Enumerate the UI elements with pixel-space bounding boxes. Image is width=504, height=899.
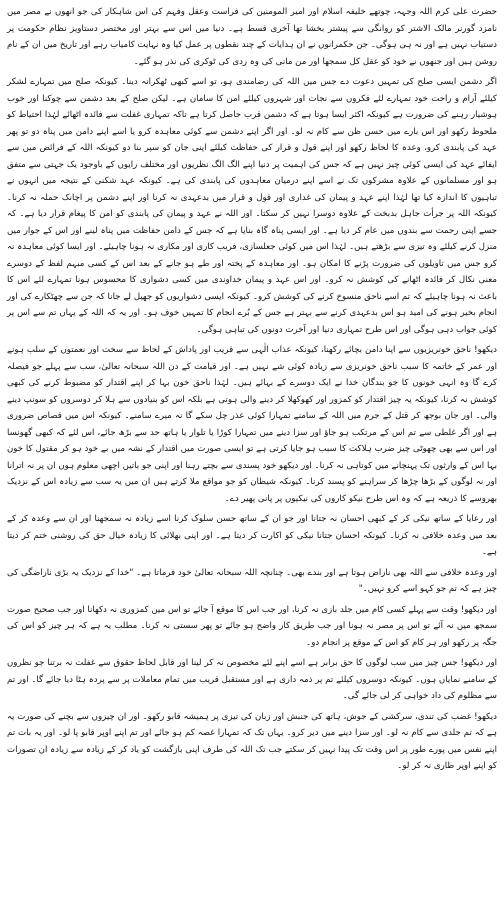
- paragraph-controlling-anger: دیکھو! غضب کی تندی، سرکشی کے جوش، ہاتھ کی جنبش اور زبان کی تیزی پر ہمیشہ قابو رکھو۔ اور ان چیزوں سے بچنے کی صورت یہ ہے کہ تم جلدی سے کام نہ لو۔ اور سزا دینے میں دیر کرو۔ یہاں تک کہ تمہارا غصہ کم ہو جائے اور تم اپنے اوپر قابو پا لو۔ اور یہ بات تم اپنے نفس میں پورے طور پر اس وقت تک پیدا نہیں کر سکتے جب تک اللہ کی طرف اپنی بازگشت کو یاد کر کے زیادہ سے زیادہ ان تصورات کو اپنے اوپر طاری نہ کر لو۔: [7, 711, 497, 771]
- paragraph-peace-and-treaties: اگر دشمن ایسی صلح کی تمہیں دعوت دے جس میں اللہ کی رضامندی ہو، تو اسے کبھی ٹھکرانہ دینا۔ کیونکہ صلح میں تمہارے لشکر کیلئے آرام و راحت خود تمہارے لئے فکروں سے نجات اور شہروں کیلئے امن کا سامان ہے۔ لیکن صلح کے بعد دشمن سے چوکنا اور خوب ہوشیار رہنے کی ضرورت ہے کیونکہ اکثر ایسا ہوتا ہے کہ دشمن قرب حاصل کرتا ہے تاکہ تمہاری غفلت سے فائدہ اٹھائے لہٰذا احتیاط کو ملحوظ رکھو اور اس بارے میں حسن ظن سے کام نہ لو۔ اور اگر اپنے دشمن سے کوئی معاہدہ کرو یا اسے اپنے دامن میں پناہ دو تو پھر عہد کی پابندی کرو، وعدہ کا لحاظ رکھو اور اپنے قول و قرار کی حفاظت کیلئے اپنی جان کو سپر بنا دو کیونکہ اللہ کے فرائض میں سے ایفائے عہد کی ایسی کوئی چیز نہیں ہے کہ جس کی اہمیت پر دنیا اپنے الگ الگ نظریوں اور مختلف رایوں کے باوجود یک جہتی سے متفق ہو اور مسلمانوں کے علاوہ مشرکوں تک نے اسے اپنے درمیان معاہدوں کی پابندی کی ہے۔ کیونکہ عہد شکنی کے نتیجہ میں انہوں نے تباہیوں کا اندازہ کیا تھا لہٰذا اپنے عہد و پیمان کی غداری اور قول و قرار میں بدعہدی نہ کرنا اور اپنے دشمن پر اچانک حملہ نہ کرنا۔ کیونکہ اللہ پر جرأت جاہل بدبخت کے علاوہ دوسرا نہیں کر سکتا۔ اور اللہ نے عہد و پیمان کی پابندی کو امن کا پیغام قرار دیا ہے۔ کہ جسے اپنی رحمت سے بندوں میں عام کر دیا ہے۔ اور ایسی پناہ گاہ بنایا ہے کہ جس کے دامن حفاظت میں پناہ لینے اور اس کے جوار میں منزل کرنے کیلئے وہ تیزی سے بڑھتے ہیں۔ لہٰذا اس میں کوئی جعلسازی، فریب کاری اور مکاری نہ ہونا چاہیئے۔ اور ایسا کوئی معاہدہ نہ کرو جس میں تاویلوں کی ضرورت پڑنے کا امکان ہو۔ اور معاہدہ کے پختہ اور طے ہو جانے کے بعد اس کے کسی مبہم لفظ کے دوسرے معنی نکال کر فائدہ اٹھانے کی کوشش نہ کرو۔ اور اس عہد و پیمان خداوندی میں کسی دشواری کا محسوس ہونا تمہارے لئے اس کا باعث نہ ہونا چاہیئے کہ تم اسے ناحق منسوخ کرنے کی کوشش کرو۔ کیونکہ ایسی دشواریوں کو جھیل لے جانا کہ جن سے چھٹکارے کی اور انجام بخیر ہونے کی امید ہو اس بدعہدی کرنے سے بہتر ہے جس کے بُرے انجام کا تمہیں خوف ہو۔ اور یہ کہ اللہ کے یہاں تم سے اس پر کوئی جواب دہی ہوگی اور اس طرح تمہاری دنیا اور آخرت دونوں کی تباہی ہوگی۔: [7, 77, 497, 335]
- introduction-paragraph: حضرت علی کرم اللہ وجہہ، چوتھے خلیفہ اسلام اور امیر المومنین کی فراست وعقل وفہم کی اس شاہکار کی جو انھوں نے مصر میں نامزد گورنر مالک الاشتر کو روانگی سے پیشتر بخشا تھا آخری قسط ہے۔ دنیا میں اس سے بہتر اور مختصر دستاویز نظام حکومت پر دستیاب نہیں ہے اور نہ ہی ہوگی۔ جن حکمرانوں نے ان ہدایات کے چند نقطوں پر عمل کیا وہ نہایت کامیاب رہے اور تاریخ میں ان کے نام روشن ہیں اور جنھوں نے خود کو عقل کل سمجھا اور من مانی کی وہ ردی کی ٹوکری کی نذر ہو گئے۔: [7, 7, 497, 67]
- paragraph-shared-rights: اور دیکھو! جس چیز میں سب لوگوں کا حق برابر ہے اسے اپنے لئے مخصوص نہ کر لینا اور قابل لحاظ حقوق سے غفلت نہ برتنا جو نظروں کے سامنے نمایاں ہوں۔ کیونکہ دوسروں کیلئے تم پر ذمہ داری ہے اور مستقبل قریب میں تمام معاملات پر سے پردہ ہٹا دیا جائے گا۔ اور تم سے مظلوم کی داد خواہی کر لی جائے گی۔: [7, 658, 497, 701]
- paragraph-kindness-to-subjects: اور رعایا کے ساتھ نیکی کر کے کبھی احسان نہ جتانا اور جو ان کے ساتھ حسن سلوک کرنا اسے زیادہ نہ سمجھنا اور ان سے وعدہ کر کے بعد میں وعدہ خلافی نہ کرنا۔ کیونکہ احسان جتانا نیکی کو اکارت کر دیتا ہے۔ اور اپنی بھلائی کا زیادہ خیال حق کی روشنی ختم کر دیتا ہے۔: [7, 514, 497, 557]
- paragraph-bloodshed-and-pride: دیکھو! ناحق خونریزیوں سے اپنا دامن بچائے رکھنا، کیونکہ عذاب الٰہی سے قریب اور پاداش کے لحاظ سے سخت اور نعمتوں کے سلب ہونے اور عمر کے خاتمہ کا سبب ناحق خونریزی سے زیادہ کوئی شے نہیں ہے۔ اور قیامت کے دن اللہ سبحانہ تعالیٰ، سب سے پہلے جو فیصلہ کرے گا وہ انہی خونوں کا جو بندگان خدا نے ایک دوسرے کے بہائے ہیں۔ لہٰذا ناحق خون بہا کر اپنے اقتدار کو مضبوط کرنے کی کبھی کوشش نہ کرنا، کیونکہ یہ چیز اقتدار کو کمزور اور کھوکھلا کر دینے والی ہوتی ہے بلکہ اس کو بنیادوں سے ہلا کر دوسروں کو سونپ دینے والی۔ اور جان بوجھ کر قتل کے جرم میں اللہ کے سامنے تمہارا کوئی عذر چل سکے گا نہ میرے سامنے۔ کیونکہ اس میں قصاص ضروری ہے اور اگر غلطی سے تم اس کے مرتکب ہو جاؤ اور سزا دینے میں تمہارا کوڑا یا تلوار یا ہاتھ حد سے بڑھ جائے، اس لئے کہ کبھی گھونسا اور اس سے بھی چھوٹی چیز ضرب ہلاکت کا سبب ہو جایا کرتی ہے تو ایسی صورت میں اقتدار کے نشہ میں بے خود ہو کر مقتول کا خون بہا اس کے وارثوں تک پہنچانے میں کوتاہی نہ کرنا۔ اور دیکھو خود پسندی سے بچتے رہنا اور اپنی جو باتیں اچھی معلوم ہوں ان پر نہ اترانا اور نہ لوگوں کے بڑھا چڑھا کر سراہنے کو پسند کرنا۔ کیونکہ شیطان کو جو مواقع ملا کرتے ہیں ان میں یہ سب سے زیادہ اس کے نزدیک بھروسے کا ذریعہ ہے کہ وہ اس طرح نیکو کاروں کی نیکیوں پر پانی پھیر دے۔: [7, 345, 497, 504]
- paragraph-breaking-promises: اور وعدہ خلافی سے اللہ بھی ناراض ہوتا ہے اور بندے بھی۔ چنانچہ اللہ سبحانہ تعالیٰ خود فرماتا ہے۔ "خدا کے نزدیک یہ بڑی ناراضگی کی چیز ہے کہ تم جو کہو اسے کرو نہیں۔": [7, 567, 497, 594]
- paragraph-timing-of-actions: اور دیکھو! وقت سے پہلے کسی کام میں جلد بازی نہ کرنا، اور جب اس کا موقع آ جائے تو اس میں کمزوری نہ دکھانا اور جب صحیح صورت سمجھ میں نہ آئے تو اس پر مصر نہ ہونا اور جب طریق کار واضح ہو جائے تو پھر سستی نہ کرنا۔ مطلب یہ ہے کہ ہر چیز کو اس کی جگہ پر رکھو اور ہر کام کو اس کے موقع پر انجام دو۔: [7, 604, 497, 648]
